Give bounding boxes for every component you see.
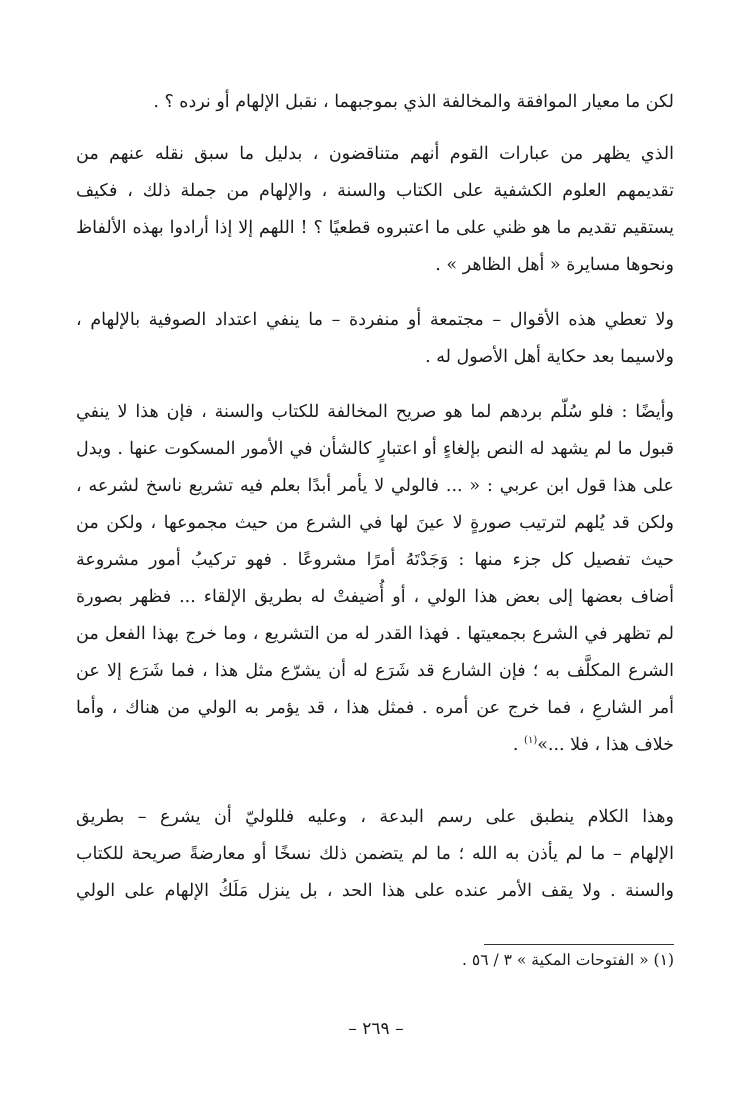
text-line: ونحوها مسايرة « أهل الظاهر » . [435, 255, 674, 275]
paragraph-3 [76, 302, 674, 376]
text-line: الشرع المكلَّف به ؛ فإن الشارع قد شَرَع له أن يشرّع مثل هذا ، فما شَرَع إلا عن [76, 661, 674, 681]
page-number: – ٢٦٩ – [348, 1019, 404, 1039]
text-line: لم تظهر في الشرع بجمعيتها . فهذا القدر له من التشريع ، وما خرج بهذا الفعل من [76, 624, 674, 644]
text-line: ولا تعطي هذه الأقوال – مجتمعة أو منفردة – ما ينفي اعتداد الصوفية بالإلهام ، [76, 310, 674, 330]
text-line: الإلهام – ما لم يأذن به الله ؛ ما لم يتضمن ذلك نسخًا أو معارضةً صريحة للكتاب [76, 844, 674, 864]
text-line: حيث تفصيل كل جزء منها : وَجَدْتَهُ أمرًا مشروعًا . فهو تركيبُ أمور مشروعة [76, 550, 674, 570]
footnote-marker[interactable]: (١) [524, 735, 538, 747]
paragraph-4 [76, 394, 674, 764]
text-line: تقديمهم العلوم الكشفية على الكتاب والسنة ، والإلهام من جملة ذلك ، فكيف [76, 181, 674, 201]
paragraph-1 [76, 84, 674, 121]
text-line: أضاف بعضها إلى بعض هذا الولي ، أو أُضيفتْ له بطريق الإلقاء ... فظهر بصورة [76, 587, 674, 607]
quote-end-text: خلاف هذا ، فلا ...» [537, 735, 674, 755]
text-line: الذي يظهر من عبارات القوم أنهم متناقضون ، بدليل ما سبق نقله عنهم من [76, 144, 674, 164]
text-line: على هذا قول ابن عربي : « ... فالولي لا يأمر أبدًا بعلم فيه تشريع ناسخ لشرعه ، [76, 476, 674, 496]
text-line: والسنة . ولا يقف الأمر عنده على هذا الحد ، بل ينزل مَلَكُ الإلهام على الولي [76, 881, 674, 901]
paragraph-2 [76, 136, 674, 284]
text-line: لكن ما معيار الموافقة والمخالفة الذي بموجبهما ، نقبل الإلهام أو نرده ؟ . [153, 92, 674, 112]
text-line: وأيضًا : فلو سُلّم بردهم لما هو صريح المخالفة للكتاب والسنة ، فإن هذا لا ينفي [76, 402, 674, 422]
line-end-punctuation: . [512, 735, 525, 755]
text-line: ولاسيما بعد حكاية أهل الأصول له . [425, 347, 674, 367]
text-line-last [76, 727, 674, 764]
text-line: وهذا الكلام ينطبق على رسم البدعة ، وعليه فللوليّ أن يشرع – بطريق [76, 807, 674, 827]
paragraph-5 [76, 799, 674, 910]
footnote: (١) « الفتوحات المكية » ٣ / ٥٦ . [462, 951, 674, 969]
text-line: أمر الشارعِ ، فما خرج عن أمره . فمثل هذا ، قد يؤمر به الولي من هناك ، وأما [76, 698, 674, 718]
text-line: قبول ما لم يشهد له النص بإلغاءٍ أو اعتبارٍ كالشأن في الأمور المسكوت عنها . ويدل [76, 439, 674, 459]
text-line: ولكن قد يُلهم لترتيب صورةٍ لا عينَ لها في الشرع من حيث مجموعها ، ولكن من [76, 513, 674, 533]
text-line: يستقيم تقديم ما هو ظني على ما اعتبروه قطعيًا ؟ ! اللهم إلا إذا أرادوا بهذه الألفاظ [76, 218, 674, 238]
